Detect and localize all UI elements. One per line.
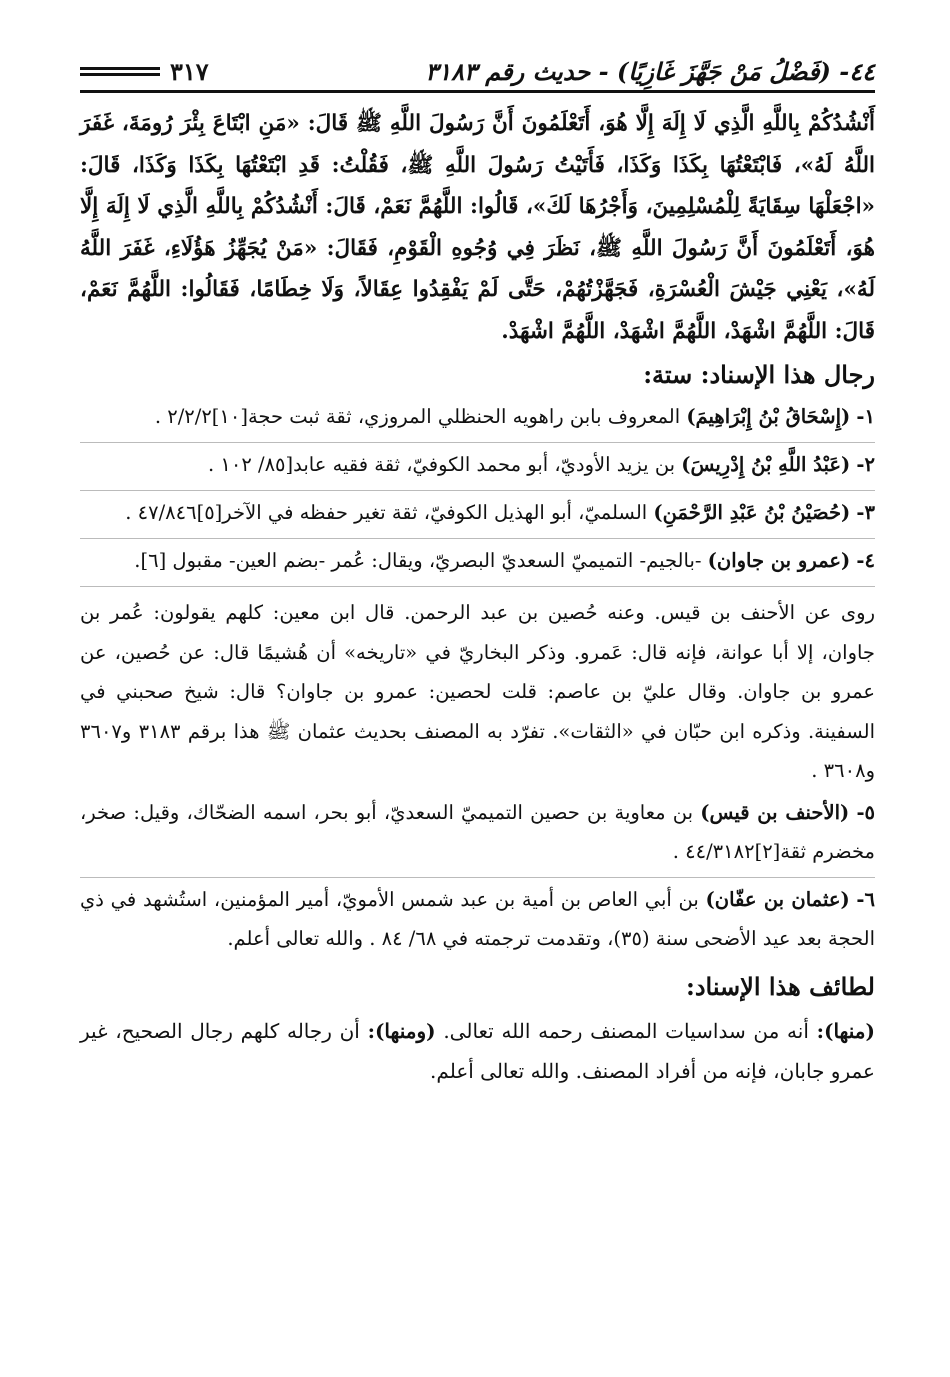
running-header [80,40,875,86]
hadith-text: أَنْشُدُكُمْ بِاللَّهِ الَّذِي لَا إِلَهَ إِلَّا هُوَ، أَتَعْلَمُونَ أَنَّ رَسُولَ اللَّهِ ﷺ قَالَ: «مَنِ ابْتَاعَ بِئْرَ رُومَةَ، غَفَرَ اللَّهُ لَهُ»، فَابْتَعْتُهَا بِكَذَا وَكَذَا، فَأَتَيْتُ رَسُولَ اللَّهِ ﷺ، فَقُلْتُ: قَدِ ابْتَعْتُهَا بِكَذَا وَكَذَا، قَالَ: «اجْعَلْهَا سِقَايَةً لِلْمُسْلِمِينَ، وَأَجْرُهَا لَكَ»، قَالُوا: اللَّهُمَّ نَعَمْ، قَالَ: أَنْشُدُكُمْ بِاللَّهِ الَّذِي لَا إِلَهَ إِلَّا هُوَ، أَتَعْلَمُونَ أَنَّ رَسُولَ اللَّهِ ﷺ، نَظَرَ فِي وُجُوهِ الْقَوْمِ، فَقَالَ: «مَنْ يُجَهِّزُ هَؤُلَاءِ، غَفَرَ اللَّهُ لَهُ»، يَعْنِي جَيْشَ الْعُسْرَةِ، فَجَهَّزْتُهُمْ، حَتَّى لَمْ يَفْقِدُوا عِقَالاً، وَلَا خِطَامًا، فَقَالُوا: اللَّهُمَّ نَعَمْ، قَالَ: اللَّهُمَّ اشْهَدْ، اللَّهُمَّ اشْهَدْ، اللَّهُمَّ اشْهَدْ. [80,111,875,344]
narrator-name: (عَبْدُ اللَّهِ بْنُ إِدْرِيسَ) [681,453,851,476]
narrator-number: ٤- [856,549,875,572]
narrator-note: روى عن الأحنف بن قيس. وعنه حُصين بن عبد الرحمن. قال ابن معين: كلهم يقولون: عُمر بن جاوان، إلا أبا عوانة، فإنه قال: عَمرو. وذكر البخاريّ في «تاريخه» أن هُشيمًا قال: عن حُصين، عن عمرو بن جاوان. وقال عليّ بن عاصم: قلت لحصين: عمرو بن جاوان؟ قال: شيخ صحبني في السفينة. وذكره ابن حبّان في «الثقات». تفرّد به المصنف بحديث عثمان ﷺ هذا برقم ٣١٨٣ و٣٦٠٧ و٣٦٠٨ . [80,601,875,782]
narrator-item [80,395,875,443]
benefits-heading: لطائف هذا الإسناد: [685,971,875,1001]
narrator-name: (إِسْحَاقُ بْنُ إِبْرَاهِيمَ) [686,405,851,428]
folio-rule [80,64,160,79]
narrator-description: -بالجيم- التميميّ السعديّ البصريّ، ويقال: عُمر -بضم العين- مقبول [٦]. [134,549,708,572]
narrators-heading [80,360,875,389]
narrator-name: (حُصَيْنُ بْنُ عَبْدِ الرَّحْمَنِ) [653,501,851,524]
narrator-item [80,791,875,878]
page-number: ٣١٧ [170,57,209,86]
narrators-count: ستة: [643,360,693,389]
narrator-description: بن يزيد الأوديّ، أبو محمد الكوفيّ، ثقة فقيه عابد[٨٥/ ١٠٢ . [207,453,682,476]
benefit-text: أنه من سداسيات المصنف رحمه الله تعالى. [435,1018,817,1043]
narrator-name: (الأحنف بن قيس) [700,800,850,824]
narrator-number: ٢- [856,453,875,476]
narrator-description: المعروف بابن راهويه الحنظلي المروزي، ثقة ثبت حجة[١٠]٢/٢/٢ . [154,405,687,428]
header-rule [80,90,875,93]
chapter-heading: ٤٤- (فَضْلُ مَنْ جَهَّزَ غَازِيًا) - حديث رقم ٣١٨٣ [425,57,875,86]
page-folio [80,57,209,86]
narrator-number: ٣- [856,501,875,524]
narrator-name: (عمرو بن جاوان) [707,549,851,572]
narrator-item [80,878,875,964]
narrator-description: بن أبي العاص بن أمية بن عبد شمس الأمويّ، أمير المؤمنين، استُشهد في ذي الحجة بعد عيد الأضحى سنة (٣٥)، وتقدمت ترجمته في ٦٨/ ٨٤ . والله تعالى أعلم. [80,887,875,950]
narrator-number: ٥- [856,800,876,824]
narrator-name: (عثمان بن عفّان) [705,887,850,911]
benefit-label: (ومنها): [367,1018,436,1043]
narrator-number: ١- [856,405,875,428]
narrator-item [80,443,875,491]
narrator-number: ٦- [856,887,875,911]
narrators-title: رجال هذا الإسناد: [700,360,875,389]
narrator-description: بن معاوية بن حصين التميميّ السعديّ، أبو بحر، اسمه الضحّاك، وقيل: صخر، مخضرم ثقة[٢]٤٤/٣١٨٢ . [80,800,875,863]
benefit-label: (منها): [816,1018,875,1043]
benefits-text [80,1007,875,1091]
narrator-description: السلميّ، أبو الهذيل الكوفيّ، ثقة تغير حفظه في الآخر[٥]٤٧/٨٤٦ . [125,501,654,524]
narrator-item [80,491,875,539]
book-page [80,40,875,1340]
narrator-item [80,539,875,587]
benefit-text: أن رجاله كلهم رجال الصحيح، غير عمرو جابان، فإنه من أفراد المصنف. والله تعالى أعلم. [80,1018,875,1083]
